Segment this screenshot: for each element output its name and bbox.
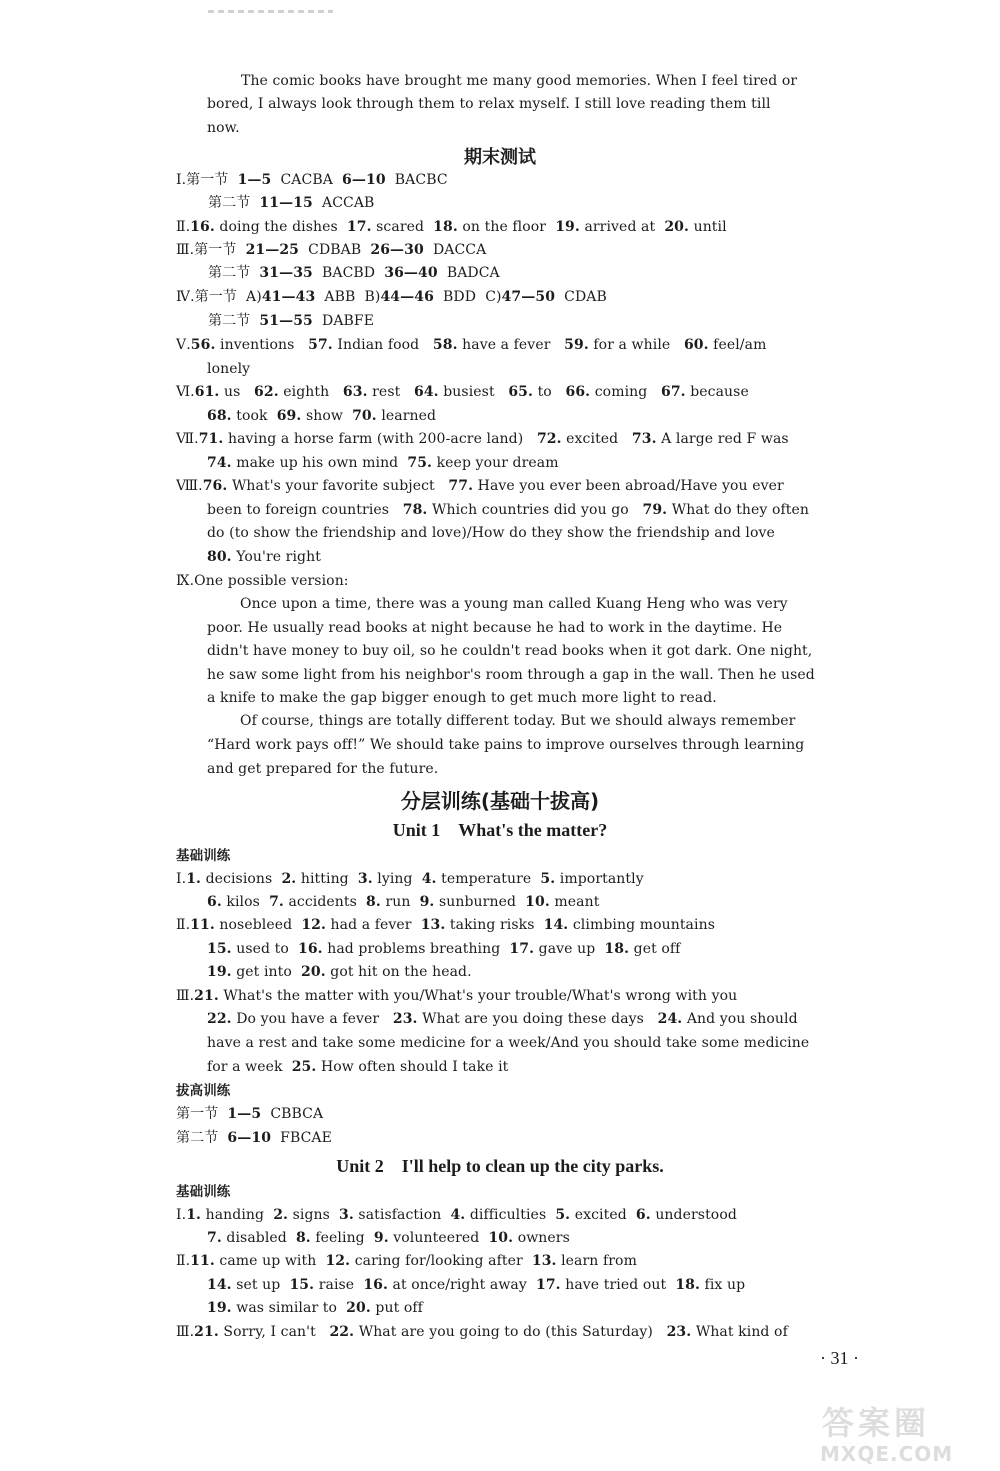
header-rule [208,10,333,13]
ft-viii-line4: 80. You're right [207,549,321,565]
intro-line: The comic books have brought me many good memories. When I feel tired or [241,73,798,89]
essay-line: poor. He usually read books at night because he had to work in the daytime. He [207,620,783,636]
intro-line: now. [207,120,240,136]
ft-iii-part1: Ⅲ.第一节 21—25 CDBAB 26—30 DACCA [176,242,487,258]
ft-vi-line2: 68. took 69. show 70. learned [207,408,437,424]
ft-iv-part2: 第二节 51—55 DABFE [208,313,375,329]
page-number: · 31 · [820,1348,859,1368]
ft-iii-part2: 第二节 31—35 BACBD 36—40 BADCA [208,265,500,281]
unit2-basic-heading: 基础训练 [176,1184,231,1200]
u2-ii-line1: Ⅱ.11. came up with 12. caring for/looking after 13. learn from [176,1253,637,1269]
ft-viii-line1: Ⅷ.76. What's your favorite subject 77. Have you ever been abroad/Have you ever [176,478,784,494]
essay-line: and get prepared for the future. [207,761,439,777]
essay-line: didn't have money to buy oil, so he couldn't read books when it got dark. One night, [207,643,813,659]
u1-iii-line1: Ⅲ.21. What's the matter with you/What's your trouble/What's wrong with you [176,988,738,1004]
u2-ii-line2: 14. set up 15. raise 16. at once/right away 17. have tried out 18. fix up [207,1277,746,1293]
essay-line: a knife to make the gap bigger enough to get much more light to read. [207,690,717,706]
unit1-title: Unit 1 What's the matter? [392,820,608,840]
ft-viii-line3: do (to show the friendship and love)/How do they show the friendship and love [207,525,775,541]
layered-training-title: 分层训练(基础十拔高) [400,789,600,813]
u2-ii-line3: 19. was similar to 20. put off [207,1300,423,1316]
intro-line: bored, I always look through them to relax myself. I still love reading them till [207,96,771,112]
ft-v-cont: lonely [207,361,251,377]
ft-iv-part1: Ⅳ.第一节 A)41—43 ABB B)44—46 BDD C)47—50 CDAB [176,289,607,305]
watermark-logo [810,1398,995,1468]
u1-adv-part1: 第一节 1—5 CBBCA [176,1106,324,1122]
u1-i-line1: Ⅰ.1. decisions 2. hitting 3. lying 4. temperature 5. importantly [176,871,644,887]
ft-i-part1: Ⅰ.第一节 1—5 CACBA 6—10 BACBC [176,172,448,188]
unit1-advanced-heading: 拔高训练 [176,1083,231,1099]
u2-iii-line1: Ⅲ.21. Sorry, I can't 22. What are you going to do (this Saturday) 23. What kind of [176,1324,788,1340]
u1-iii-line3: have a rest and take some medicine for a week/And you should take some medicine [207,1035,810,1051]
unit2-title: Unit 2 I'll help to clean up the city parks. [336,1156,664,1176]
u1-i-line2: 6. kilos 7. accidents 8. run 9. sunburned 10. meant [207,894,600,910]
unit1-basic-heading: 基础训练 [176,848,231,864]
essay-line: Of course, things are totally different today. But we should always remember [240,713,796,729]
watermark-text: 答案圈 [822,1404,931,1442]
ft-vi-line1: Ⅵ.61. us 62. eighth 63. rest 64. busiest 65. to 66. coming 67. because [176,384,749,400]
essay-line: he saw some light from his neighbor's room through a gap in the wall. Then he used [207,667,815,683]
u1-ii-line3: 19. get into 20. got hit on the head. [207,964,472,980]
u2-i-line1: Ⅰ.1. handing 2. signs 3. satisfaction 4. difficulties 5. excited 6. understood [176,1207,737,1223]
u1-iii-line2: 22. Do you have a fever 23. What are you doing these days 24. And you should [207,1011,798,1027]
ft-vii-line1: Ⅶ.71. having a horse farm (with 200-acre land) 72. excited 73. A large red F was [176,431,789,447]
ft-ix-intro: Ⅸ.One possible version: [176,573,349,589]
ft-vii-line2: 74. make up his own mind 75. keep your dream [207,455,559,471]
essay-line: “Hard work pays off!” We should take pains to improve ourselves through learning [207,737,805,753]
ft-ii: Ⅱ.16. doing the dishes 17. scared 18. on the floor 19. arrived at 20. until [176,219,727,235]
u2-i-line2: 7. disabled 8. feeling 9. volunteered 10. owners [207,1230,570,1246]
final-test-title: 期末测试 [464,147,536,168]
ft-v: Ⅴ.56. inventions 57. Indian food 58. have a fever 59. for a while 60. feel/am [176,337,767,353]
u1-ii-line2: 15. used to 16. had problems breathing 17. gave up 18. get off [207,941,681,957]
u1-adv-part2: 第二节 6—10 FBCAE [176,1130,332,1146]
u1-ii-line1: Ⅱ.11. nosebleed 12. had a fever 13. taking risks 14. climbing mountains [176,917,715,933]
u1-iii-line4: for a week 25. How often should I take it [207,1059,509,1075]
ft-viii-line2: been to foreign countries 78. Which countries did you go 79. What do they often [207,502,810,518]
ft-i-part2: 第二节 11—15 ACCAB [208,195,375,211]
essay-line: Once upon a time, there was a young man called Kuang Heng who was very [240,596,788,612]
watermark-url: MXQE.COM [820,1442,954,1466]
